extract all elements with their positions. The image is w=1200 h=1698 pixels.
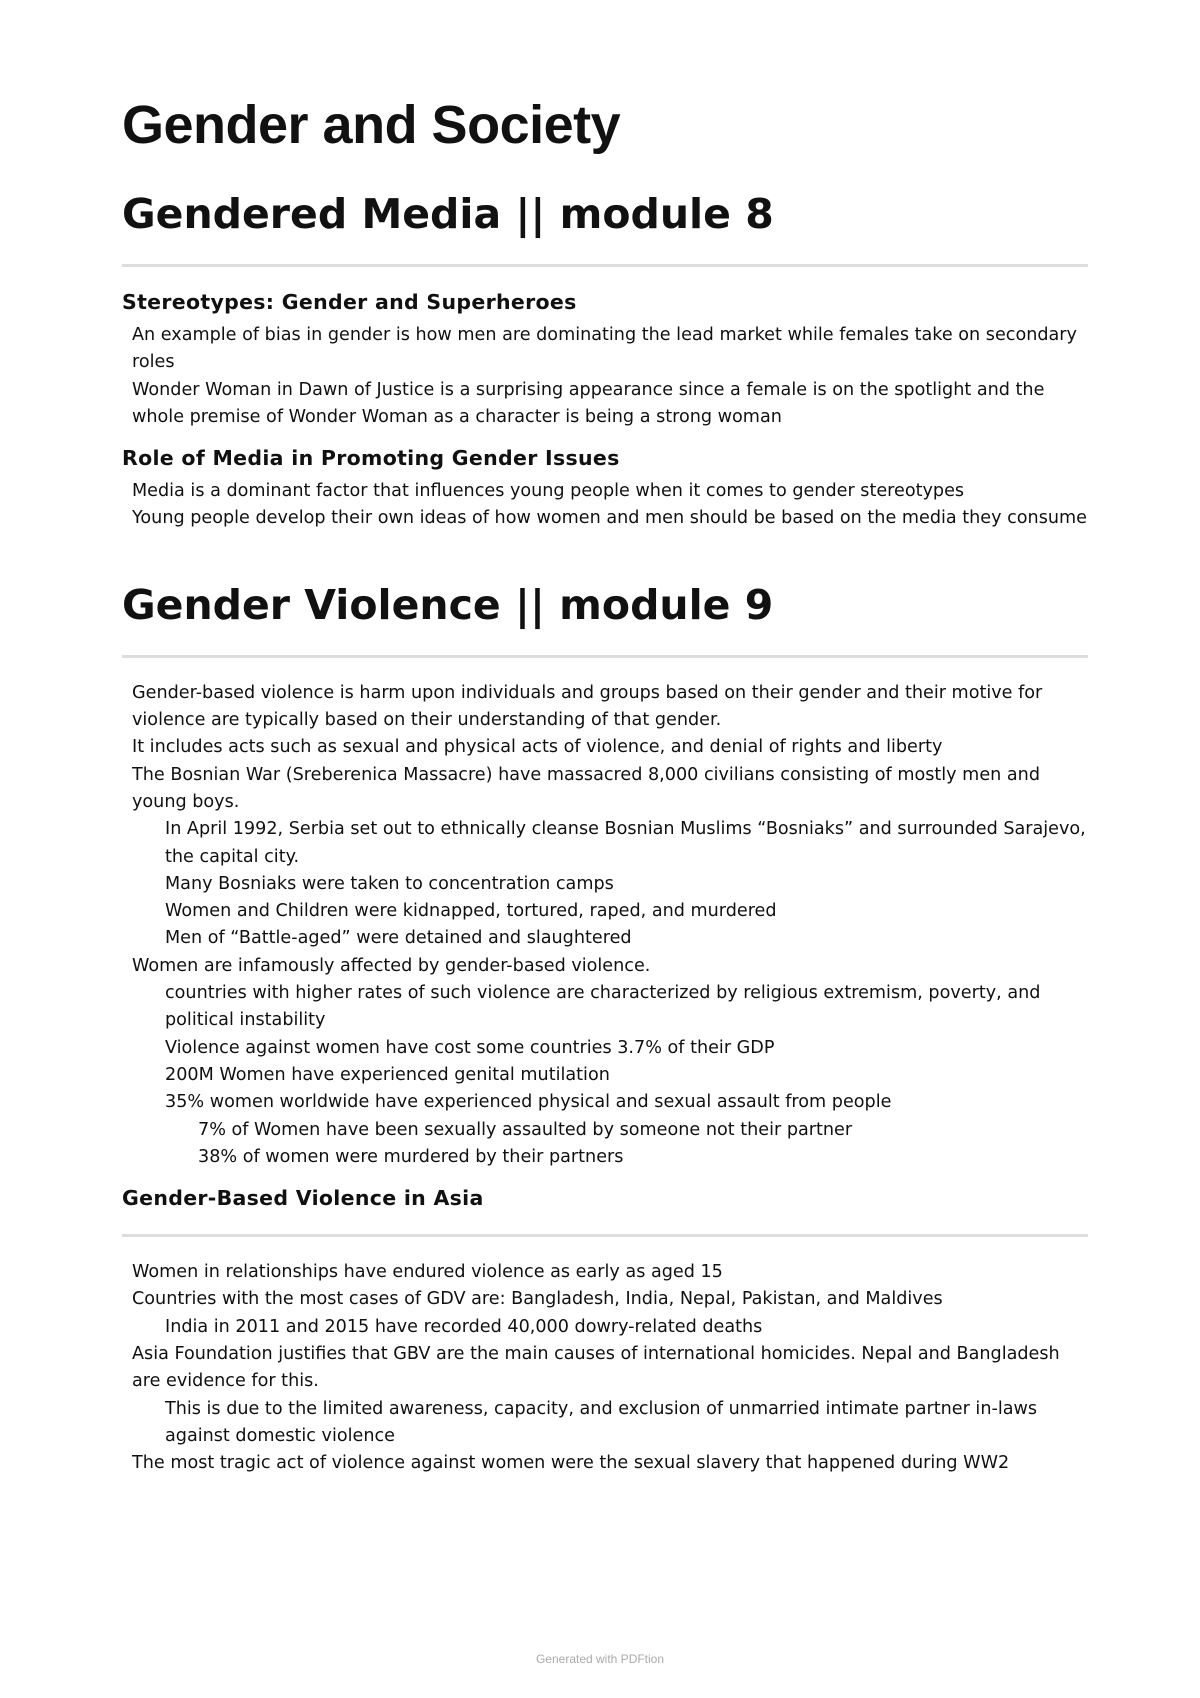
list-item: Many Bosniaks were taken to concentration camps	[165, 873, 614, 894]
gbv-asia-list	[122, 1259, 1088, 1477]
list-item: Violence against women have cost some countries 3.7% of their GDP	[165, 1037, 775, 1058]
document-page	[122, 88, 1088, 1478]
stereotypes-list	[122, 322, 1088, 431]
subheading-role-of-media: Role of Media in Promoting Gender Issues	[122, 446, 620, 471]
list-item: Women are infamously affected by gender-based violence.	[132, 955, 651, 976]
list-item: Media is a dominant factor that influences young people when it comes to gender stereotypes	[132, 481, 965, 502]
list-item: 7% of Women have been sexually assaulted by someone not their partner	[198, 1119, 853, 1140]
list-item: The most tragic act of violence against women were the sexual slavery that happened during WW2	[132, 1453, 1010, 1474]
section-heading-gender-violence: Gender Violence || module 9	[122, 580, 774, 629]
list-item: Wonder Woman in Dawn of Justice is a surprising appearance since a female is on the spotlight and the whole premise of Wonder Woman as a character is being a strong woman	[132, 379, 1045, 427]
list-item: Young people develop their own ideas of how women and men should be based on the media they consume	[132, 508, 1087, 529]
section-divider	[122, 264, 1088, 267]
list-item: Men of “Battle-aged” were detained and slaughtered	[165, 928, 632, 949]
gender-violence-list	[122, 680, 1088, 1171]
section-heading-gendered-media: Gendered Media || module 8	[122, 190, 774, 238]
list-item: 38% of women were murdered by their partners	[198, 1146, 624, 1167]
subheading-gbv-asia: Gender-Based Violence in Asia	[122, 1186, 484, 1211]
document-title: Gender and Society	[122, 95, 621, 155]
list-item: Women and Children were kidnapped, tortured, raped, and murdered	[165, 901, 777, 922]
footer-generator-note: Generated with PDFtion	[535, 1652, 665, 1666]
list-item: India in 2011 and 2015 have recorded 40,000 dowry-related deaths	[165, 1316, 763, 1337]
list-item: Countries with the most cases of GDV are: Bangladesh, India, Nepal, Pakistan, and Maldives	[132, 1289, 943, 1310]
list-item: In April 1992, Serbia set out to ethnically cleanse Bosnian Muslims “Bosniaks” and surrounded Sarajevo, the capital city.	[165, 819, 1086, 867]
list-item: 200M Women have experienced genital mutilation	[165, 1064, 610, 1085]
list-item: 35% women worldwide have experienced physical and sexual assault from people	[165, 1092, 892, 1113]
section-divider	[122, 655, 1088, 658]
subheading-stereotypes: Stereotypes: Gender and Superheroes	[122, 290, 577, 314]
list-item: Women in relationships have endured violence as early as aged 15	[132, 1262, 723, 1283]
list-item: Asia Foundation justifies that GBV are the main causes of international homicides. Nepal and Bangladesh are evidence for this.	[132, 1344, 1060, 1392]
section-divider	[122, 1234, 1088, 1237]
list-item: It includes acts such as sexual and physical acts of violence, and denial of rights and liberty	[132, 737, 943, 758]
role-of-media-list	[122, 478, 1088, 533]
list-item: This is due to the limited awareness, capacity, and exclusion of unmarried intimate partner in-laws against domestic violence	[165, 1398, 1038, 1446]
list-item: Gender-based violence is harm upon individuals and groups based on their gender and their motive for violence are typically based on their understanding of that gender.	[132, 682, 1043, 731]
list-item: The Bosnian War (Sreberenica Massacre) have massacred 8,000 civilians consisting of mostly men and young boys.	[132, 764, 1040, 812]
list-item: An example of bias in gender is how men are dominating the lead market while females take on secondary roles	[132, 325, 1077, 373]
list-item: countries with higher rates of such violence are characterized by religious extremism, poverty, and political instability	[165, 983, 1041, 1031]
